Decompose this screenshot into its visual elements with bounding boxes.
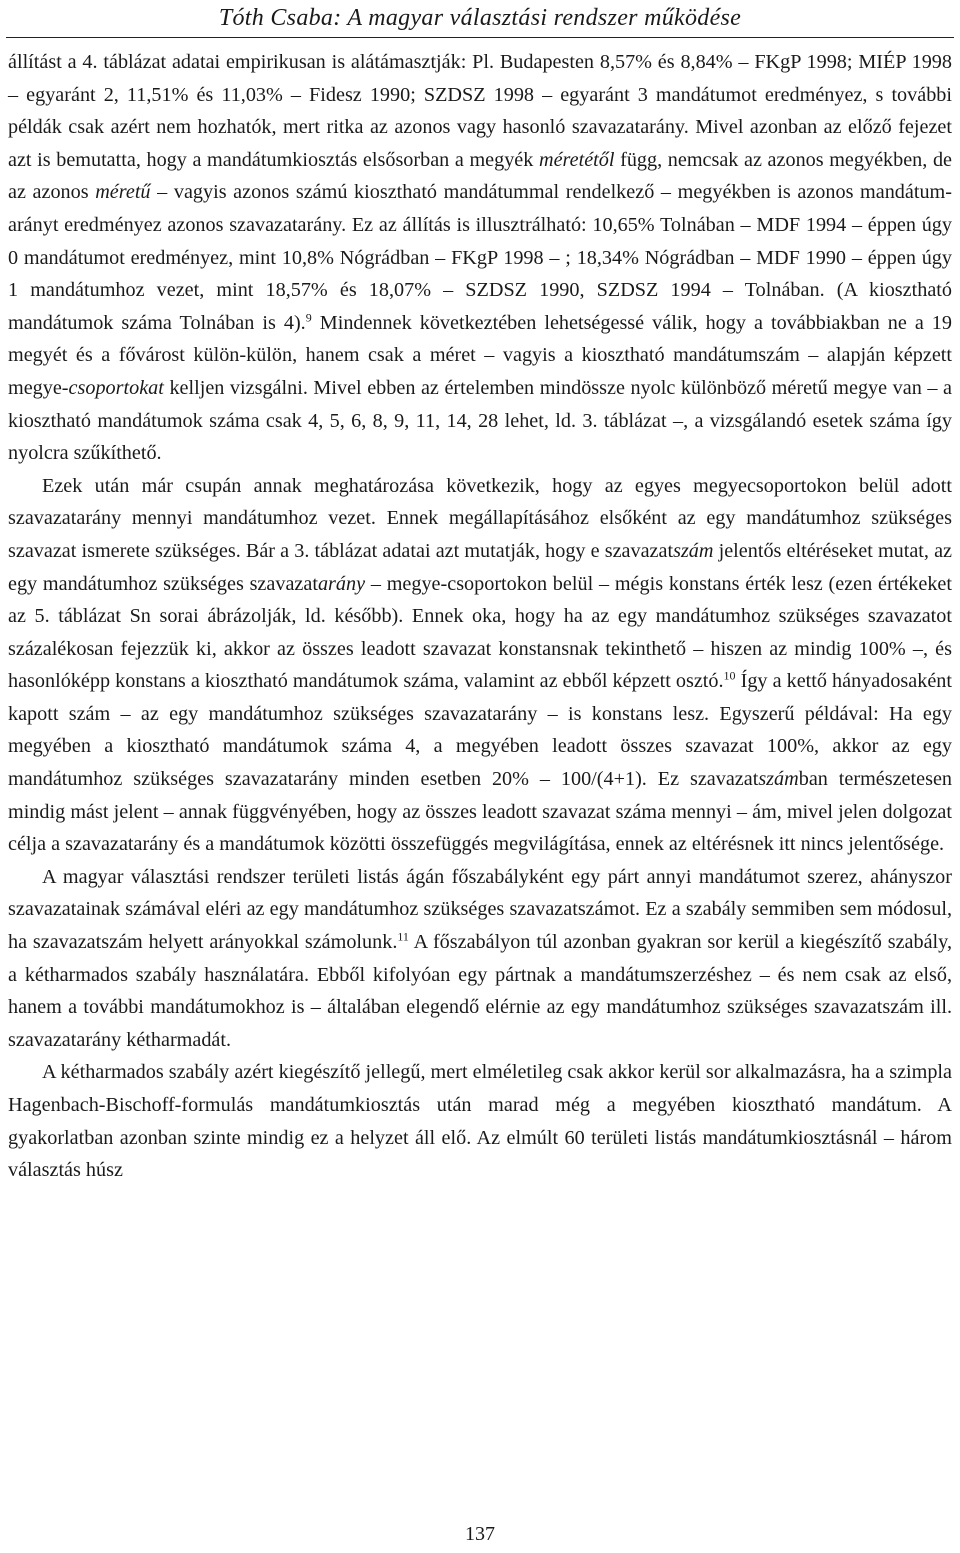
text-run: A magyar választási rendszer területi listás ágán főszabályként egy párt annyi mandátumot szerez, ahányszor szavazatainak számával eléri az egy mandátumhoz szükséges szavazatszámot. Ez a szabály semmiben sem módosul, ha szavazatszám helyett arányokkal számolunk. (8, 865, 952, 954)
italic-run: szám (673, 539, 714, 562)
italic-run: méretétől (538, 148, 615, 171)
text-run: A főszabályon túl azonban gyakran sor kerül a kiegészítő szabály, a kétharmados szabály használatára. Ebből kifolyóan egy pártnak a mandátumszerzéshez – és nem csak az első, hanem a további mandátumokhoz is – általában elegendő elérnie az egy mandátumhoz szükséges szavazatszám ill. szavazatarány kétharmadát. (8, 931, 952, 1051)
footnote-ref: 11 (397, 929, 409, 944)
page-number: 137 (465, 1523, 495, 1545)
footnote-ref: 10 (723, 668, 736, 683)
text-run: – megye-csoportokon belül – mégis konstans érték lesz (ezen értékeket az 5. táblázat Sn sorai ábrázolják, ld. később). Ennek oka, hogy ha az egy mandátumhoz szükséges szavazatot százalékosan fejezzük ki, akkor az összes leadott szavazat konstansnak tekinthető – hiszen az mindig 100% –, és hasonlóképp konstans a kiosztható mandátumok száma, valamint az ebből képzett osztó. (8, 572, 952, 693)
text-run: kelljen vizsgálni. Mivel ebben az értelemben mindössze nyolc különböző méretű megye van – a kiosztható mandátumok száma csak 4, 5, 6, 8, 9, 11, 14, 28 lehet, ld. 3. táblázat –, a vizsgálandó esetek száma így nyolcra szűkíthető. (8, 376, 952, 465)
paragraph (8, 1056, 952, 1186)
text-run: Mindennek következtében lehetségessé válik, hogy a továbbiakban ne a 19 megyét és a fővárost külön-külön, hanem csak a méret – vagyis a kiosztható mandátumszám – alapján képzett megye- (8, 311, 952, 399)
text-run: A kétharmados szabály azért kiegészítő jellegű, mert elméletileg csak akkor kerül sor alkalmazásra, ha a szimpla Hagenbach-Bischoff-formulás mandátumkiosztás után marad még a megyében kiosztható mandátum. A gyakorlatban azonban szinte mindig ez a helyzet áll elő. Az elmúlt 60 területi listás mandátumkiosztásnál – három választás húsz (8, 1061, 952, 1182)
paragraph (8, 861, 952, 1057)
paragraph (8, 470, 952, 861)
text-run: függ, nemcsak az azonos megyékben, de az azonos (8, 148, 952, 204)
header-rule (6, 37, 954, 38)
italic-run: méretű (95, 181, 151, 204)
paragraph (8, 46, 952, 470)
italic-run: arány (317, 572, 366, 595)
text-run: ban természetesen mindig mást jelent – annak függvényében, hogy az összes leadott szavazat száma mennyi – ám, mivel jelen dolgozat célja a szavazatarány és a mandátumok közötti összefüggés megvilágítása, ennek az eltérésnek itt nincs jelentősége. (8, 768, 952, 856)
text-run: jelentős eltéréseket mutat, az egy mandátumhoz szükséges szavazat (8, 539, 953, 595)
text-run: Ezek után már csupán annak meghatározása következik, hogy az egyes megyecsoportokon belül adott szavazatarány mennyi mandátumhoz vezet. Ennek megállapításához elsőként az egy mandátumhoz szükséges szavazat ismerete szükséges. Bár a 3. táblázat adatai azt mutatják, hogy e szavazat (8, 474, 952, 562)
body-text (8, 46, 952, 1187)
text-run: – vagyis azonos számú kiosztható mandátummal rendelkező – megyékben is azonos mandátum-arányt eredményez azonos szavazatarány. Ez az állítás is illusztrálható: 10,65% Tolnában – MDF 1994 – éppen úgy 0 mandátumot eredményez, mint 10,8% Nógrádban – FKgP 1998 – ; 18,34% Nógrádban – MDF 1990 – éppen úgy 1 mandátumhoz vezet, mint 18,57% és 18,07% – SZDSZ 1990, SZDSZ 1994 – Tolnában. (A kiosztható mandátumok száma Tolnában is 4). (8, 181, 952, 334)
italic-run: szám (758, 768, 799, 791)
text-run: Így a kettő hányadosaként kapott szám – az egy mandátumhoz szükséges szavazatarány – is konstans lesz. Egyszerű példával: Ha egy megyében a kiosztható mandátumok száma 4, a megyében leadott összes szavazat 100%, akkor az egy mandátumhoz szükséges szavazatarány minden esetben 20% – 100/(4+1). Ez szavazat (8, 670, 952, 791)
footnote-ref: 9 (305, 310, 312, 325)
text-run: állítást a 4. táblázat adatai empirikusan is alátámasztják: Pl. Budapesten 8,57% és 8,84% – FKgP 1998; MIÉP 1998 – egyaránt 2, 11,51% és 11,03% – Fidesz 1990; SZDSZ 1998 – egyaránt 3 mandátumot eredményez, s további példák csak azért nem hozhatók, mert ritka az azonos vagy hasonló szavazatarány. Mivel azonban az előző fejezet azt is bemutatta, hogy a mandátumkiosztás elsősorban a megyék (8, 51, 952, 171)
italic-run: csoportokat (68, 376, 164, 399)
running-header: Tóth Csaba: A magyar választási rendszer működése (218, 5, 742, 31)
